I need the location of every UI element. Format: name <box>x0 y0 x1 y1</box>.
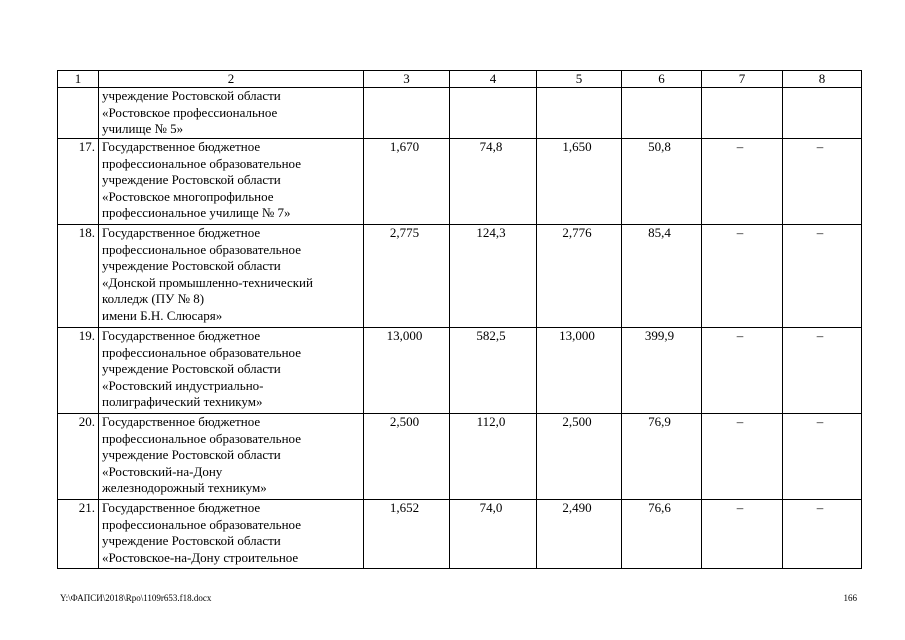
cell-col6: 50,8 <box>622 139 702 225</box>
cell-col7: – <box>702 500 783 569</box>
column-header: 3 <box>364 71 450 88</box>
cell-col8: – <box>783 500 862 569</box>
institution-name: Государственное бюджетное профессиональное образовательное учреждение Ростовской области «Ростовский индустриально- полиграфический техникум» <box>99 328 364 414</box>
cell-col3: 2,500 <box>364 414 450 500</box>
row-index: 20. <box>58 414 99 500</box>
cell-col4: 112,0 <box>450 414 537 500</box>
cell-col6: 85,4 <box>622 225 702 328</box>
cell-col4: 124,3 <box>450 225 537 328</box>
cell-col5: 2,490 <box>537 500 622 569</box>
cell-col4: 74,8 <box>450 139 537 225</box>
cell-col5: 2,500 <box>537 414 622 500</box>
cell-col7 <box>702 88 783 139</box>
column-header: 1 <box>58 71 99 88</box>
data-table <box>57 70 862 569</box>
cell-col7: – <box>702 225 783 328</box>
table-row <box>58 328 862 414</box>
cell-col8: – <box>783 225 862 328</box>
cell-col8: – <box>783 139 862 225</box>
column-header: 2 <box>99 71 364 88</box>
header-row <box>58 71 862 88</box>
cell-col4: 74,0 <box>450 500 537 569</box>
cell-col5: 13,000 <box>537 328 622 414</box>
cell-col7: – <box>702 328 783 414</box>
cell-col8: – <box>783 328 862 414</box>
cell-col8: – <box>783 414 862 500</box>
cell-col3: 2,775 <box>364 225 450 328</box>
table-row <box>58 225 862 328</box>
cell-col5: 2,776 <box>537 225 622 328</box>
table-row <box>58 88 862 139</box>
cell-col6: 76,6 <box>622 500 702 569</box>
cell-col6: 76,9 <box>622 414 702 500</box>
column-header: 4 <box>450 71 537 88</box>
cell-col3: 1,652 <box>364 500 450 569</box>
column-header: 6 <box>622 71 702 88</box>
cell-col5 <box>537 88 622 139</box>
table-row <box>58 500 862 569</box>
row-index <box>58 88 99 139</box>
table-row <box>58 414 862 500</box>
cell-col6 <box>622 88 702 139</box>
cell-col7: – <box>702 139 783 225</box>
footer-file-path: Y:\ФАПСИ\2018\Rpo\1109r653.f18.docx <box>60 593 212 603</box>
row-index: 21. <box>58 500 99 569</box>
cell-col4 <box>450 88 537 139</box>
row-index: 19. <box>58 328 99 414</box>
cell-col7: – <box>702 414 783 500</box>
institution-name: Государственное бюджетное профессиональное образовательное учреждение Ростовской области «Донской промышленно-технический колледж (ПУ № 8) имени Б.Н. Слюсаря» <box>99 225 364 328</box>
column-header: 7 <box>702 71 783 88</box>
page-number: 166 <box>843 593 857 603</box>
cell-col3: 13,000 <box>364 328 450 414</box>
cell-col6: 399,9 <box>622 328 702 414</box>
institution-name: Государственное бюджетное профессиональное образовательное учреждение Ростовской области «Ростовское многопрофильное профессиональное училище № 7» <box>99 139 364 225</box>
column-header: 8 <box>783 71 862 88</box>
cell-col8 <box>783 88 862 139</box>
row-index: 18. <box>58 225 99 328</box>
cell-col5: 1,650 <box>537 139 622 225</box>
cell-col4: 582,5 <box>450 328 537 414</box>
institution-name: Государственное бюджетное профессиональное образовательное учреждение Ростовской области «Ростовский-на-Дону железнодорожный техникум» <box>99 414 364 500</box>
cell-col3: 1,670 <box>364 139 450 225</box>
cell-col3 <box>364 88 450 139</box>
column-header: 5 <box>537 71 622 88</box>
institution-name: учреждение Ростовской области «Ростовское профессиональное училище № 5» <box>99 88 364 139</box>
row-index: 17. <box>58 139 99 225</box>
table-row <box>58 139 862 225</box>
institution-name: Государственное бюджетное профессиональное образовательное учреждение Ростовской области «Ростовское-на-Дону строительное <box>99 500 364 569</box>
